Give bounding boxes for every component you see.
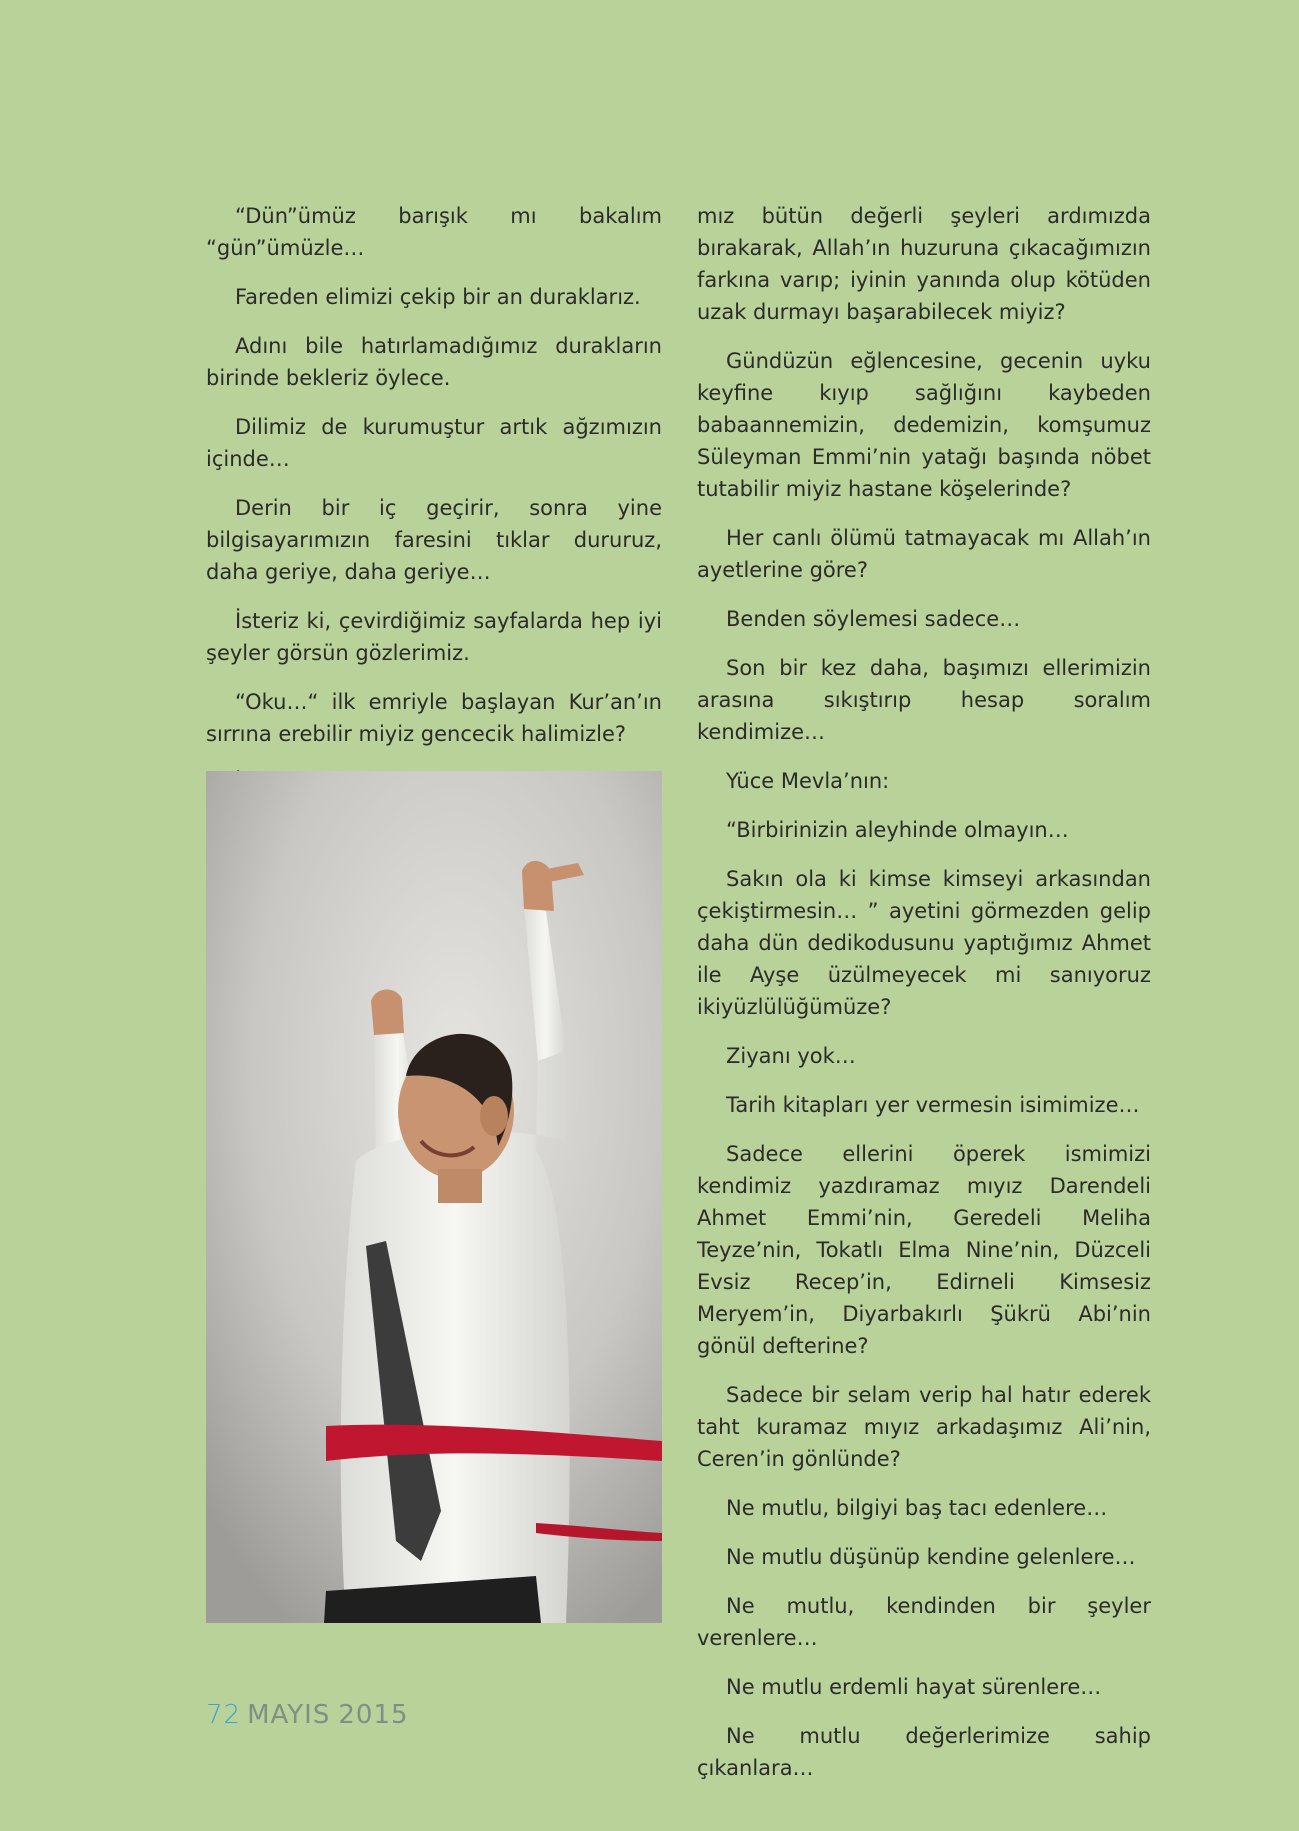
paragraph: Ne mutlu erdemli hayat sürenlere… — [726, 1675, 1102, 1699]
paragraph: Gündüzün eğlencesine, gecenin uyku keyfine kıyıp sağlığını kaybeden babaannemizin, dedemizin, komşumuz Süleyman Emmi’nin yatağı başında nöbet tutabilir miyiz hastane köşelerinde? — [697, 349, 1151, 501]
paragraph: Ziyanı yok… — [726, 1044, 856, 1068]
paragraph: Derin bir iç geçirir, sonra yine bilgisayarımızın faresini tıklar dururuz, daha geriye, daha geriye… — [206, 496, 662, 584]
paragraph: Ne mutlu değerlerimize sahip çıkanlara… — [697, 1724, 1151, 1780]
paragraph: Yüce Mevla’nın: — [726, 769, 890, 793]
paragraph: Son bir kez daha, başımızı ellerimizin arasına sıkıştırıp hesap soralım kendimize… — [697, 656, 1151, 744]
paragraph: mız bütün değerli şeyleri ardımızda bırakarak, Allah’ın huzuruna çıkacağımızın farkına varıp; iyinin yanında olup kötüden uzak durmayı başarabilecek miyiz? — [697, 204, 1151, 324]
issue-month: MAYIS — [247, 1700, 331, 1730]
photo-illustration-icon — [206, 771, 662, 1623]
paragraph: Ne mutlu düşünüp kendine gelenlere… — [726, 1545, 1136, 1569]
paragraph: Sakın ola ki kimse kimseyi arkasından çekiştirmesin… ” ayetini görmezden gelip daha dün dedikodusunu yaptığımız Ahmet ile Ayşe üzülmeyecek mi sanıyoruz ikiyüzlülüğümüze? — [697, 867, 1151, 1019]
paragraph: “Birbirinizin aleyhinde olmayın… — [726, 818, 1069, 842]
paragraph: Sadece bir selam verip hal hatır ederek taht kuramaz mıyız arkadaşımız Ali’nin, Ceren’in gönlünde? — [697, 1383, 1151, 1471]
left-text-column — [206, 200, 662, 848]
paragraph: Adını bile hatırlamadığımız durakların birinde bekleriz öylece. — [206, 334, 662, 390]
page-number: 72 — [206, 1700, 242, 1730]
paragraph: Ne mutlu, bilgiyi baş tacı edenlere… — [726, 1496, 1108, 1520]
finish-line-celebration-photo — [206, 771, 662, 1623]
right-text-column — [697, 200, 1151, 1801]
paragraph: Tarih kitapları yer vermesin isimimize… — [726, 1093, 1140, 1117]
paragraph: Benden söylemesi sadece… — [726, 607, 1021, 631]
paragraph: Sadece ellerini öperek ismimizi kendimiz yazdıramaz mıyız Darendeli Ahmet Emmi’nin, Geredeli Meliha Teyze’nin, Tokatlı Elma Nine’nin, Düzceli Evsiz Recep’in, Edirneli Kimsesiz Meryem’in, Diyarbakırlı Şükrü Abi’nin gönül defterine? — [697, 1142, 1151, 1358]
issue-year: 2015 — [338, 1700, 409, 1730]
paragraph: İsteriz ki, çevirdiğimiz sayfalarda hep iyi şeyler görsün gözlerimiz. — [206, 609, 662, 665]
page-footer — [206, 1700, 409, 1730]
paragraph: Fareden elimizi çekip bir an duraklarız. — [235, 285, 641, 309]
paragraph: Dilimiz de kurumuştur artık ağzımızın içinde… — [206, 415, 662, 471]
paragraph: “Dün”ümüz barışık mı bakalım “gün”ümüzle… — [206, 204, 662, 260]
paragraph: “Oku…“ ilk emriyle başlayan Kur’an’ın sırrına erebilir miyiz gencecik halimizle? — [206, 690, 662, 746]
paragraph: Her canlı ölümü tatmayacak mı Allah’ın ayetlerine göre? — [697, 526, 1151, 582]
paragraph: Ne mutlu, kendinden bir şeyler verenlere… — [697, 1594, 1151, 1650]
